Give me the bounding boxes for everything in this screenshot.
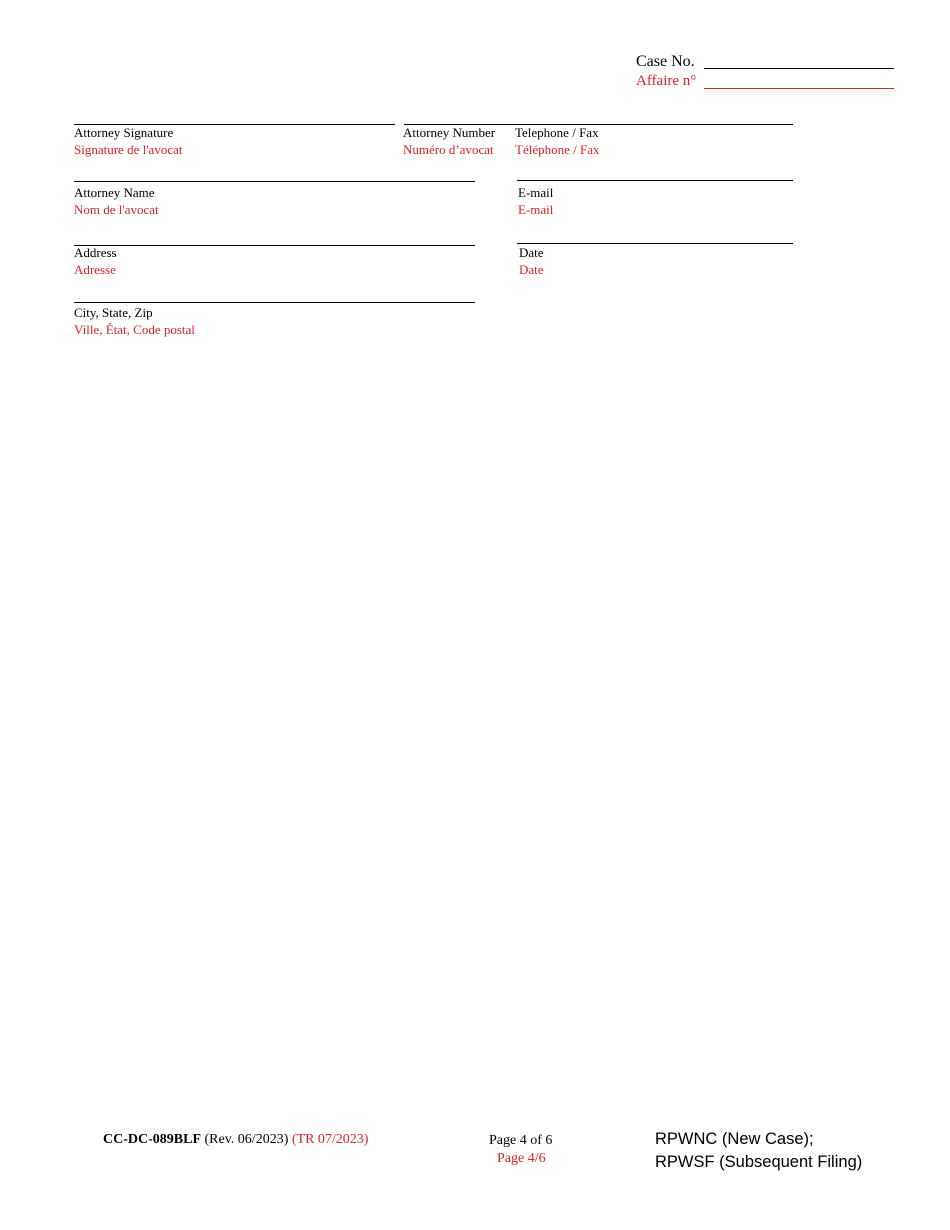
attorney-signature-label-fr: Signature de l'avocat (74, 142, 183, 157)
date-label-fr: Date (519, 262, 544, 277)
telephone-fax-label: Telephone / Fax (515, 125, 599, 140)
city-state-zip-label-fr: Ville, État, Code postal (74, 322, 195, 337)
attorney-number-label: Attorney Number (403, 125, 496, 140)
case-no-field-fr-line (704, 88, 894, 89)
telephone-fax-label-fr: Téléphone / Fax (515, 142, 600, 157)
date-label: Date (519, 245, 544, 260)
filing-code-new-case: RPWNC (New Case); (655, 1130, 814, 1148)
date-field[interactable] (517, 243, 793, 244)
case-no-label-fr: Affaire n° (636, 73, 697, 89)
email-label-fr: E-mail (518, 202, 554, 217)
attorney-number-label-fr: Numéro d’avocat (403, 142, 494, 157)
address-label-fr: Adresse (74, 262, 116, 277)
attorney-name-label-fr: Nom de l'avocat (74, 202, 159, 217)
filing-code-subsequent: RPWSF (Subsequent Filing) (655, 1153, 863, 1171)
translation-revision: (TR 07/2023) (291, 1132, 369, 1147)
attorney-signature-label: Attorney Signature (74, 125, 174, 140)
address-label: Address (74, 245, 117, 260)
attorney-name-label: Attorney Name (74, 185, 155, 200)
case-no-label: Case No. (636, 53, 695, 70)
attorney-name-field[interactable] (74, 181, 475, 182)
email-field[interactable] (517, 180, 793, 181)
page-number-fr: Page 4/6 (497, 1151, 546, 1166)
form-revision: (Rev. 06/2023) (204, 1132, 289, 1147)
form-id: CC-DC-089BLF (103, 1132, 201, 1147)
form-identifier (103, 1131, 368, 1148)
city-state-zip-label: City, State, Zip (74, 305, 153, 320)
case-no-field[interactable] (704, 68, 894, 69)
address-field[interactable] (74, 245, 475, 246)
page-number: Page 4 of 6 (489, 1133, 553, 1148)
email-label: E-mail (518, 185, 554, 200)
city-state-zip-field[interactable] (74, 302, 475, 303)
